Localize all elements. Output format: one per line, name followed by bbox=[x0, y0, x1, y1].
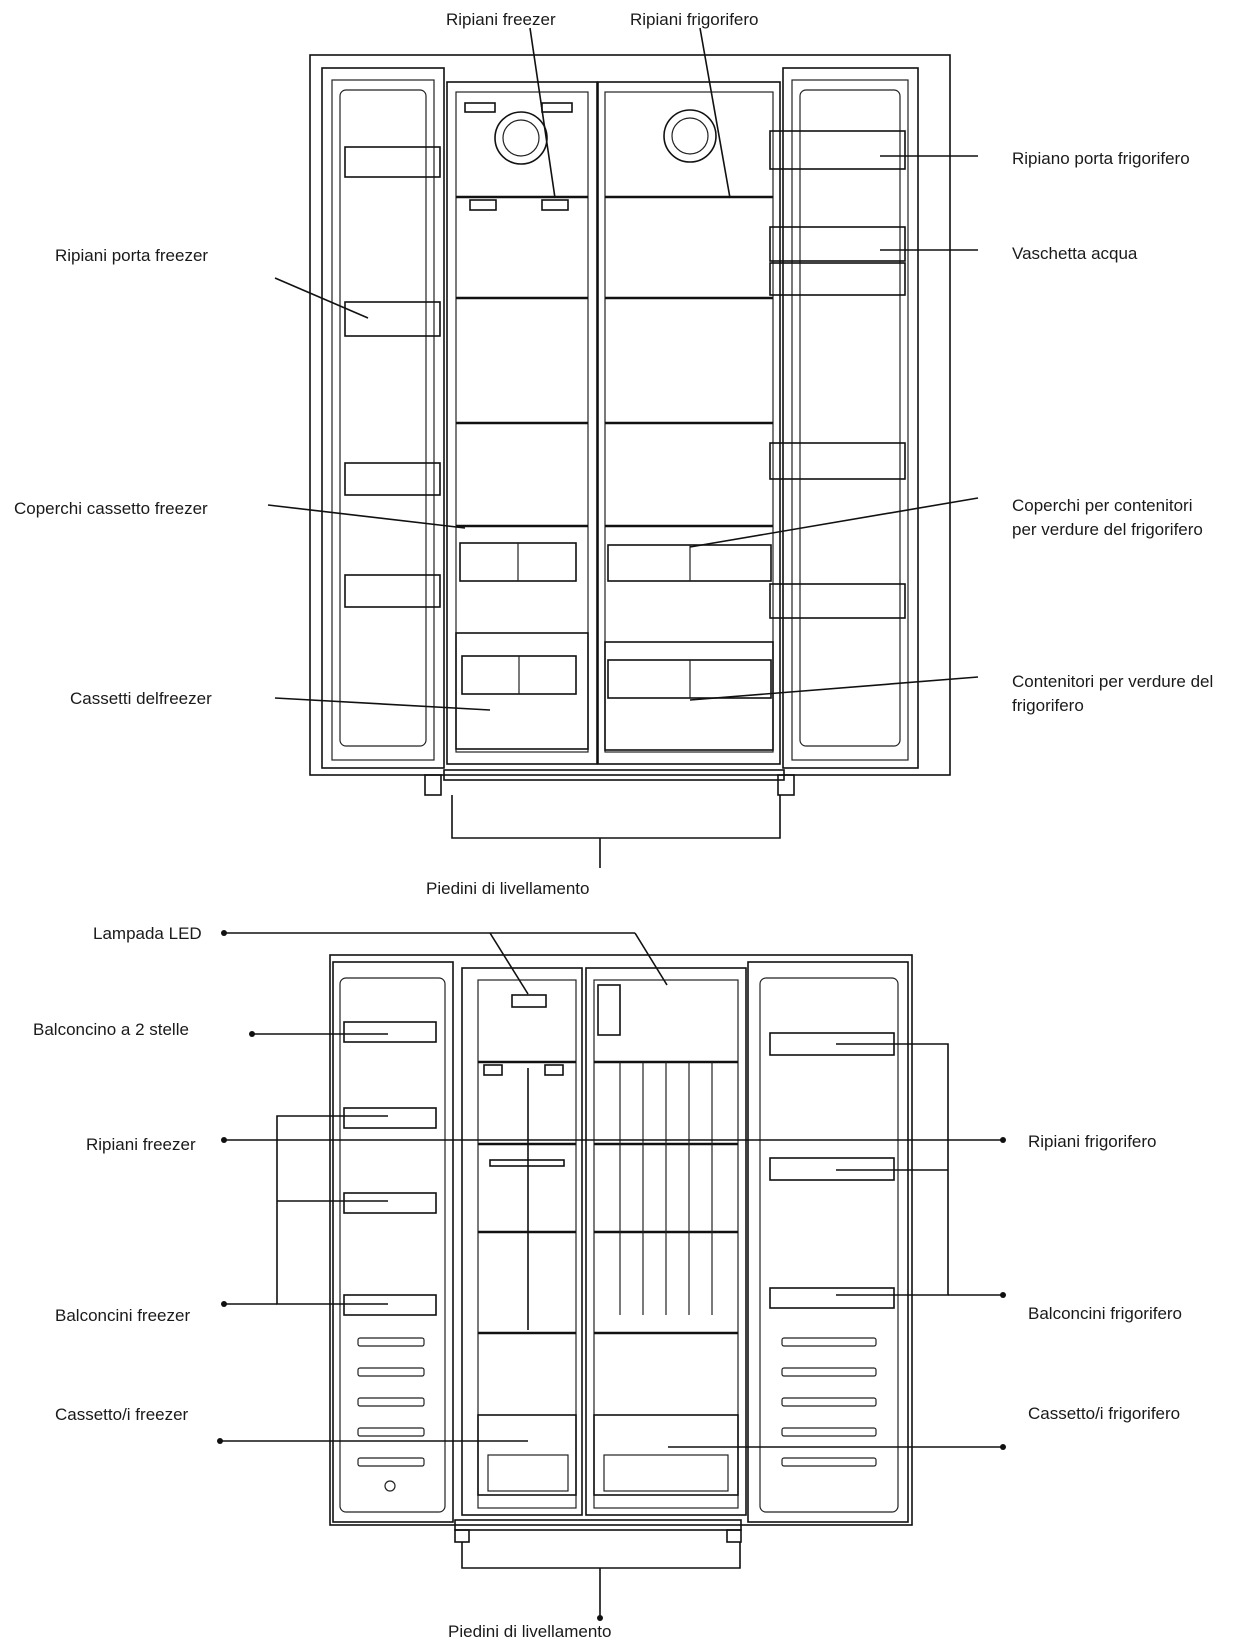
bottom-leader-lines bbox=[217, 930, 1006, 1450]
top-fridge-compartment bbox=[598, 82, 780, 764]
label-ripiano-porta-frigorifero: Ripiano porta frigorifero bbox=[1012, 149, 1190, 168]
label-ripiani-frigorifero-top: Ripiani frigorifero bbox=[630, 10, 759, 29]
label-ripiani-freezer-bottom: Ripiani freezer bbox=[86, 1135, 196, 1154]
label-cassetto-freezer: Cassetto/i freezer bbox=[55, 1405, 189, 1424]
top-freezer-compartment bbox=[447, 82, 597, 764]
label-vaschetta-acqua: Vaschetta acqua bbox=[1012, 244, 1138, 263]
label-ripiani-porta-freezer: Ripiani porta freezer bbox=[55, 246, 209, 265]
bottom-fridge-drawing bbox=[217, 930, 1006, 1621]
label-balconcini-frigorifero: Balconcini frigorifero bbox=[1028, 1304, 1183, 1323]
bottom-freezer-compartment bbox=[462, 968, 582, 1515]
label-ripiani-freezer-top: Ripiani freezer bbox=[446, 10, 556, 29]
label-piedini-top: Piedini di livellamento bbox=[426, 879, 590, 898]
bottom-fridge-compartment bbox=[586, 968, 746, 1515]
bottom-leveling-feet bbox=[455, 1520, 741, 1621]
bottom-left-door bbox=[333, 962, 453, 1522]
label-lampada-led: Lampada LED bbox=[93, 924, 202, 943]
label-balconcini-freezer: Balconcini freezer bbox=[55, 1306, 191, 1325]
label-balconcino-2-stelle: Balconcino a 2 stelle bbox=[33, 1020, 189, 1039]
label-ripiani-frigorifero-bottom: Ripiani frigorifero bbox=[1028, 1132, 1157, 1151]
label-cassetti-freezer: Cassetti delfreezer bbox=[70, 689, 212, 708]
top-left-door bbox=[322, 68, 444, 768]
top-fridge-drawing bbox=[268, 28, 978, 868]
label-piedini-bottom: Piedini di livellamento bbox=[448, 1622, 612, 1641]
label-cassetto-frigorifero: Cassetto/i frigorifero bbox=[1028, 1404, 1181, 1423]
top-leveling-feet bbox=[425, 770, 794, 868]
label-coperchi-cassetto-freezer: Coperchi cassetto freezer bbox=[14, 499, 208, 518]
label-coperchi-contenitori: Coperchi per contenitori per verdure del frigorifero bbox=[1012, 496, 1203, 539]
label-contenitori-verdure: Contenitori per verdure del frigorifero bbox=[1012, 672, 1214, 715]
bottom-freezer-drawer-slots bbox=[358, 1338, 424, 1491]
bottom-right-door bbox=[748, 962, 908, 1522]
top-right-door bbox=[770, 68, 918, 768]
